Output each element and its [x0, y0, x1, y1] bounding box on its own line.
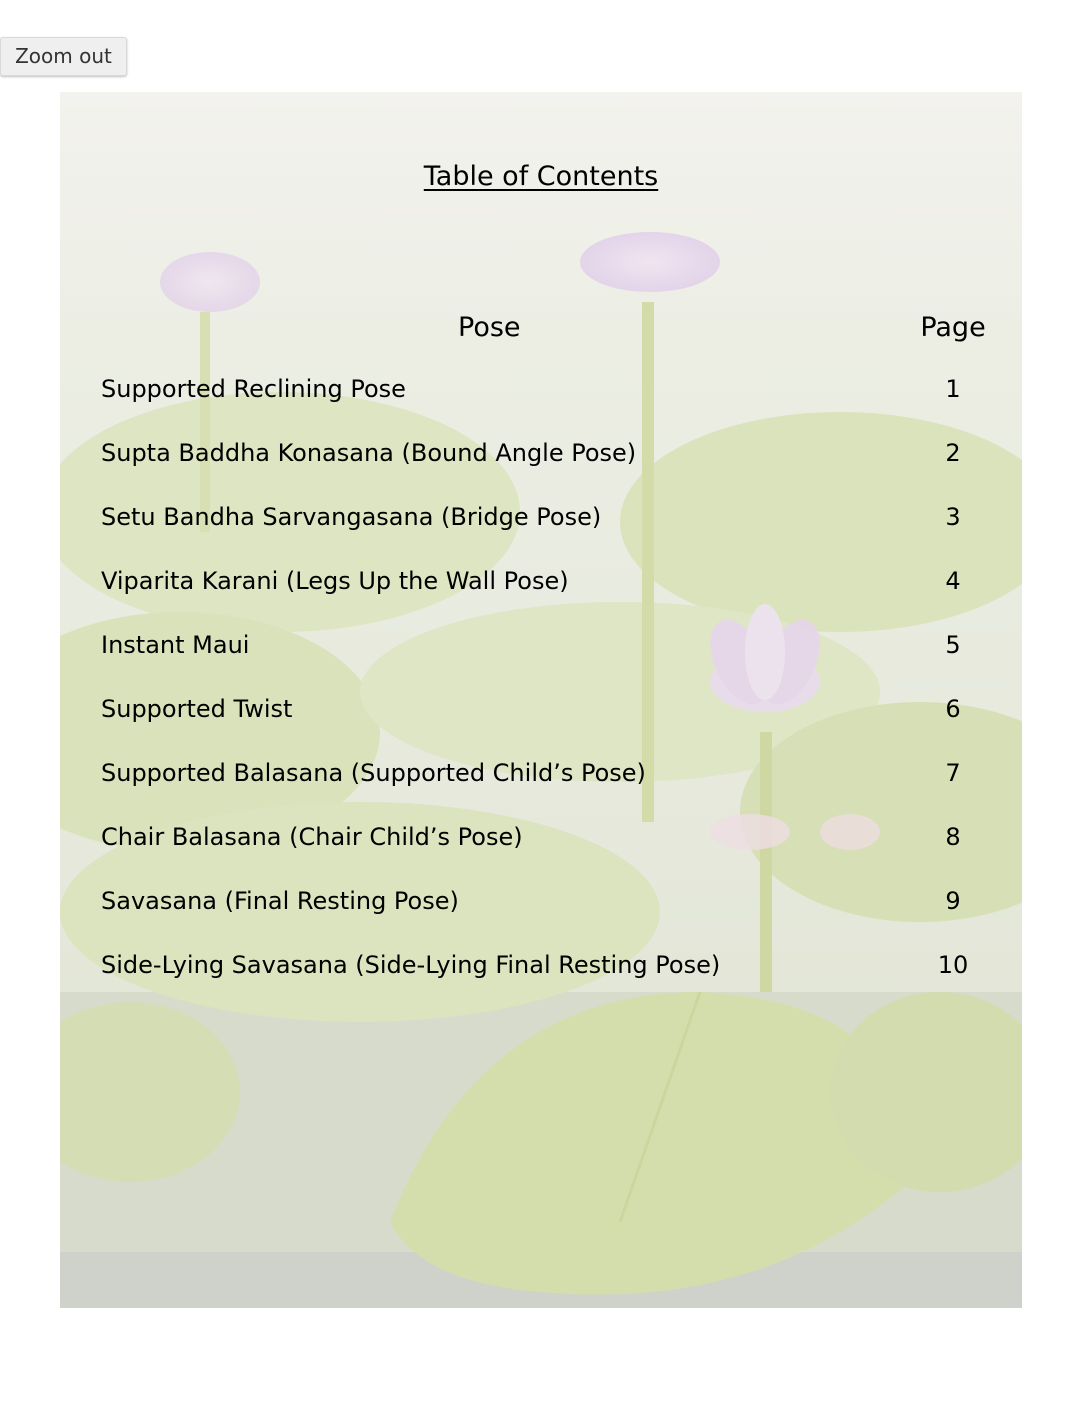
toc-entry [101, 884, 1001, 918]
toc-entry-pose: Supported Reclining Pose [101, 375, 406, 403]
toc-entry-pose: Viparita Karani (Legs Up the Wall Pose) [101, 567, 569, 595]
pose-column-header: Pose [458, 312, 521, 343]
toc-entry-page: 9 [945, 887, 961, 915]
toc-entry-pose: Supta Baddha Konasana (Bound Angle Pose) [101, 439, 637, 467]
toc-entry-page: 5 [945, 631, 961, 659]
toc-entry [101, 820, 1001, 854]
toc-entry [101, 436, 1001, 470]
document-title: Table of Contents [423, 161, 659, 192]
toc-entry-page: 4 [945, 567, 961, 595]
page-column-header: Page [920, 312, 986, 343]
toc-entry-page: 7 [945, 759, 961, 787]
toc-entry-page: 1 [945, 375, 961, 403]
toc-entry-pose: Supported Balasana (Supported Child’s Pose) [101, 759, 646, 787]
toc-entry [101, 500, 1001, 534]
toc-entry [101, 948, 1001, 982]
toc-entry-pose: Chair Balasana (Chair Child’s Pose) [101, 823, 523, 851]
zoom-out-button[interactable]: Zoom out [0, 37, 127, 76]
toc-entry-page: 6 [945, 695, 961, 723]
toc-entry [101, 372, 1001, 406]
toc-entry-page: 3 [945, 503, 961, 531]
toc-entry [101, 564, 1001, 598]
document-page [60, 92, 1022, 1308]
toc-entry-page: 10 [937, 951, 969, 979]
toc-entry-pose: Instant Maui [101, 631, 250, 659]
toc-entry-page: 8 [945, 823, 961, 851]
toc-entry-pose: Setu Bandha Sarvangasana (Bridge Pose) [101, 503, 602, 531]
toc-entry [101, 628, 1001, 662]
toc-entry [101, 756, 1001, 790]
toc-entry [101, 692, 1001, 726]
toc-entry-pose: Savasana (Final Resting Pose) [101, 887, 459, 915]
toc-entry-pose: Supported Twist [101, 695, 293, 723]
toc-entry-page: 2 [945, 439, 961, 467]
toc-entry-pose: Side-Lying Savasana (Side-Lying Final Resting Pose) [101, 951, 721, 979]
